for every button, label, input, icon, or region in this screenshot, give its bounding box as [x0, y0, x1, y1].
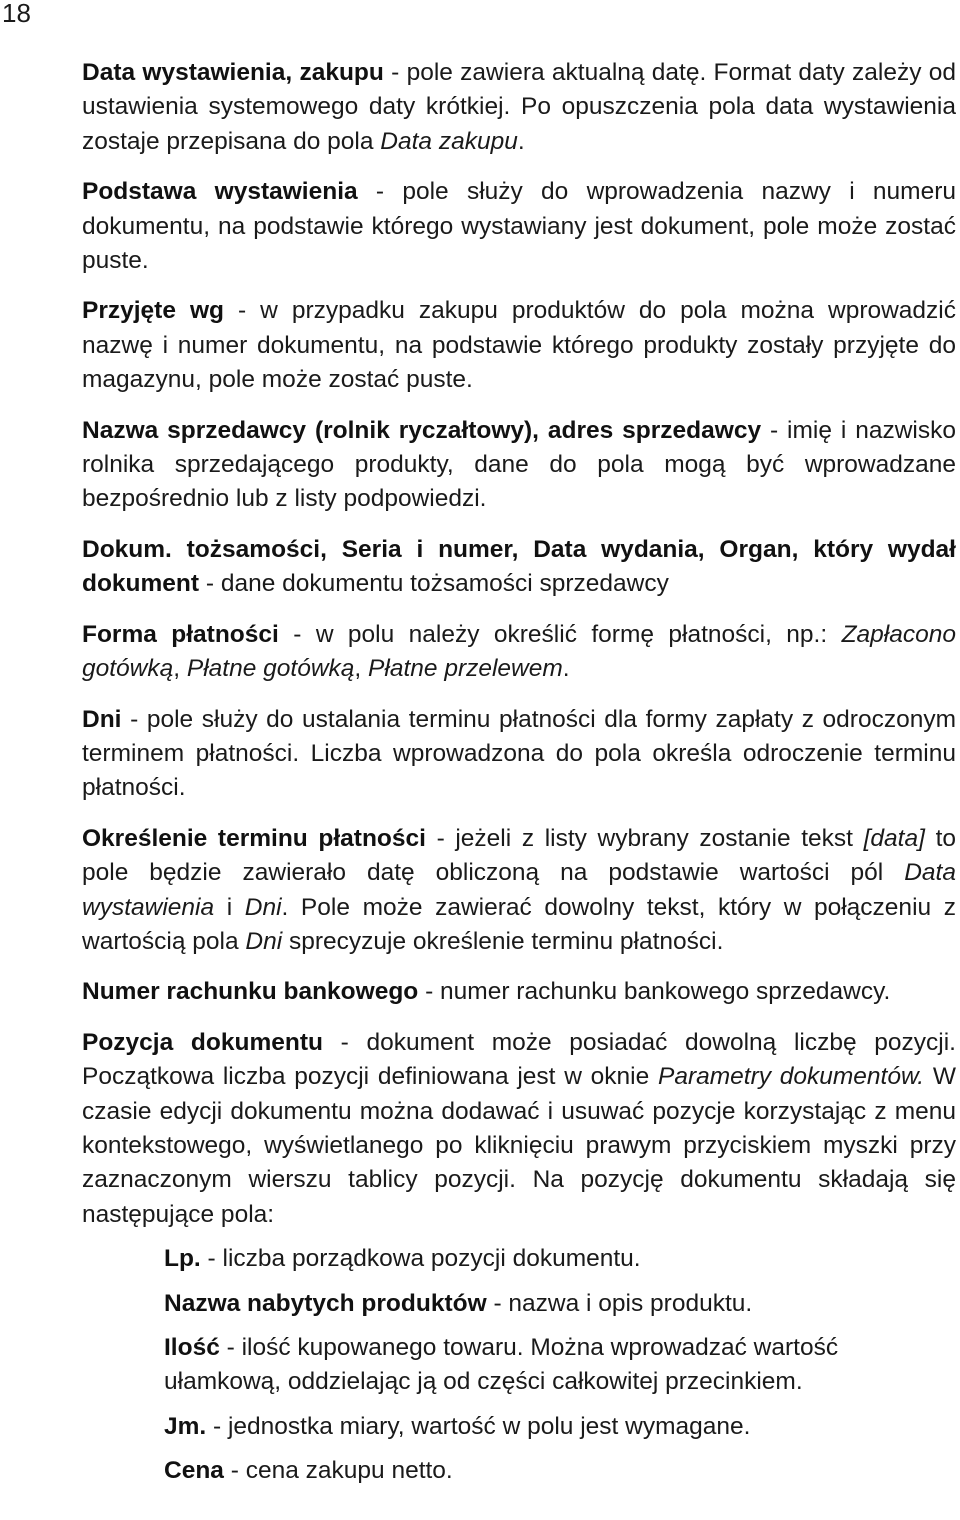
page-number: 18: [2, 0, 31, 28]
field-cena: [164, 1454, 956, 1488]
term: Pozycja dokumentu: [82, 1028, 323, 1056]
text: - liczba porządkowa pozycji dokumentu.: [200, 1245, 641, 1273]
paragraph-dokument-tozsamosci: [82, 533, 956, 602]
italic-term: Parametry dokumentów.: [658, 1063, 925, 1091]
italic-term: Płatne przelewem: [368, 655, 563, 683]
text: - pole służy do wprowadzenia nazwy i numeru dokumentu, na podstawie którego wystawiany jest dokument, pole może zostać puste.: [82, 178, 956, 275]
italic-term: Dni: [244, 893, 282, 921]
text: W czasie edycji dokumentu można dodawać i usuwać pozycje korzystając z menu kontekstowego, wyświetlanego po kliknięciu prawym przyciskiem myszki przy zaznaczonym wierszu tablicy pozycji. Na pozycję dokumentu składają się następujące pola:: [82, 1063, 956, 1228]
text: - w przypadku zakupu produktów do pola można wprowadzić nazwę i numer dokumentu, na podstawie którego produkty zostały przyjęte do magazynu, pole może zostać puste.: [82, 297, 956, 394]
text: - pole służy do ustalania terminu płatności dla formy zapłaty z odroczonym terminem płatności. Liczba wprowadzona do pola określa odroczenie terminu płatności.: [82, 705, 956, 802]
document-body: [82, 56, 956, 1499]
text: .: [517, 127, 525, 155]
paragraph-forma-platnosci: [82, 618, 956, 687]
text: . Pole może zawierać dowolny tekst, który w połączeniu z wartością pola: [82, 893, 956, 955]
text: to pole będzie zawierało datę obliczoną na podstawie wartości pól: [82, 824, 956, 887]
term: Jm.: [164, 1412, 207, 1440]
text: - nazwa i opis produktu.: [486, 1289, 753, 1317]
text: - dane dokumentu tożsamości sprzedawcy: [199, 570, 669, 598]
text: - pole zawiera aktualną datę. Format daty zależy od ustawienia systemowego daty krótkiej. Po opuszczenia pola data wystawienia zostaje przepisana do pola: [82, 59, 956, 155]
term: Ilość: [164, 1334, 220, 1361]
text: i: [214, 893, 245, 921]
paragraph-numer-rachunku: [82, 975, 956, 1009]
text: - imię i nazwisko rolnika sprzedającego produkty, dane do pola mogą być wprowadzane bezpośrednio lub z listy podpowiedzi.: [82, 416, 956, 513]
term: Przyjęte wg: [82, 297, 224, 325]
paragraph-nazwa-sprzedawcy: [82, 414, 956, 517]
italic-term: Dni: [245, 927, 283, 955]
text: .: [562, 655, 570, 683]
term: Cena: [164, 1457, 224, 1485]
italic-term: Data wystawienia: [82, 859, 956, 921]
paragraph-data-wystawienia: [82, 56, 956, 159]
term: Dokum. tożsamości, Seria i numer, Data wydania, Organ, który wydał dokument: [82, 535, 956, 598]
term: Numer rachunku bankowego: [82, 978, 419, 1006]
term: Określenie terminu płatności: [82, 824, 426, 852]
paragraph-podstawa-wystawienia: [82, 175, 956, 278]
field-jm: [164, 1410, 956, 1444]
text: - cena zakupu netto.: [223, 1457, 453, 1485]
text: - jednostka miary, wartość w polu jest wymagane.: [206, 1412, 751, 1440]
term: Nazwa sprzedawcy (rolnik ryczałtowy), adres sprzedawcy: [82, 416, 762, 444]
term: Forma płatności: [82, 620, 279, 648]
text: - jeżeli z listy wybrany zostanie tekst: [425, 824, 864, 852]
paragraph-dni: [82, 703, 956, 806]
text: - ilość kupowanego towaru. Można wprowadzać wartość ułamkową, oddzielając ją od części całkowitej przecinkiem.: [164, 1334, 839, 1396]
text: - dokument może posiadać dowolną liczbę pozycji. Początkowa liczba pozycji definiowana jest w oknie: [82, 1028, 956, 1091]
text: ,: [173, 655, 187, 683]
term: Data wystawienia, zakupu: [82, 59, 384, 86]
text: ,: [354, 655, 369, 683]
paragraph-okreslenie-terminu: [82, 822, 956, 960]
field-ilosc: [164, 1331, 956, 1400]
paragraph-przyjete-wg: [82, 294, 956, 397]
italic-term: Zapłacono gotówką: [82, 620, 957, 683]
text: sprecyzuje określenie terminu płatności.: [282, 927, 724, 955]
italic-term: Płatne gotówką: [186, 655, 355, 683]
term: Lp.: [164, 1245, 201, 1273]
italic-term: [data]: [863, 824, 925, 852]
text: - numer rachunku bankowego sprzedawcy.: [418, 978, 891, 1006]
field-nazwa-produktow: [164, 1287, 956, 1321]
text: - w polu należy określić formę płatności, np.:: [278, 620, 842, 648]
term: Dni: [82, 705, 122, 733]
term: Podstawa wystawienia: [82, 178, 358, 206]
italic-term: Data zakupu: [380, 127, 518, 155]
paragraph-pozycja-dokumentu: [82, 1026, 956, 1232]
field-lp: [164, 1242, 956, 1276]
term: Nazwa nabytych produktów: [164, 1289, 487, 1317]
